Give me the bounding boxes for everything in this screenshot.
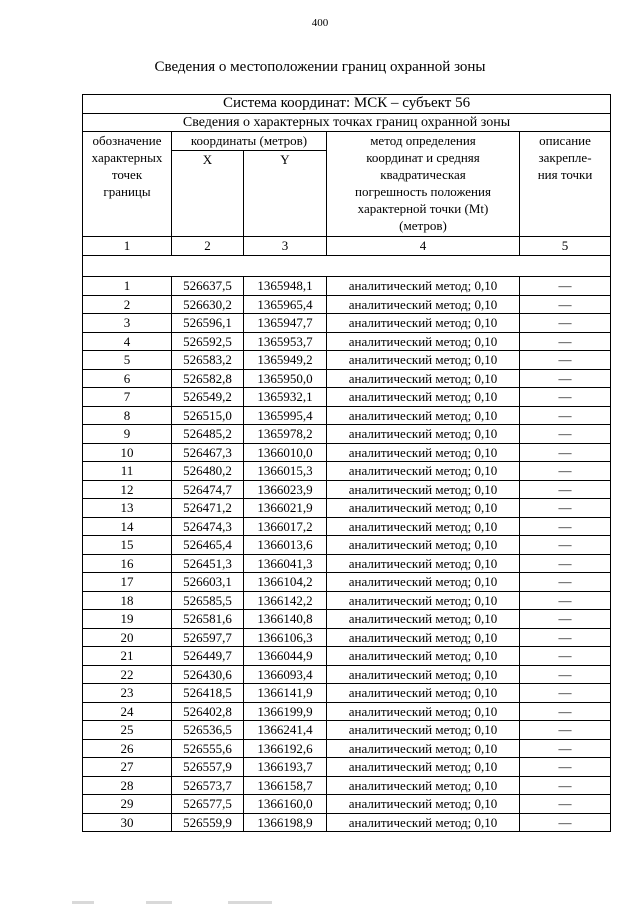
description-cell: — [520, 665, 611, 684]
method-cell: аналитический метод; 0,10 [327, 776, 520, 795]
y-coordinate-cell: 1366241,4 [244, 721, 327, 740]
table-row [83, 813, 611, 832]
description-cell: — [520, 591, 611, 610]
description-cell: — [520, 388, 611, 407]
y-coordinate-cell: 1366010,0 [244, 443, 327, 462]
method-cell: аналитический метод; 0,10 [327, 813, 520, 832]
point-number-cell: 6 [83, 369, 172, 388]
point-number-cell: 10 [83, 443, 172, 462]
description-cell: — [520, 499, 611, 518]
y-coordinate-cell: 1366199,9 [244, 702, 327, 721]
point-number-cell: 16 [83, 554, 172, 573]
table-row [83, 517, 611, 536]
section-title-cell: Сведения о характерных точках границ охранной зоны [83, 114, 611, 132]
point-number-cell: 28 [83, 776, 172, 795]
table-row [83, 739, 611, 758]
table-row [83, 721, 611, 740]
x-coordinate-cell: 526418,5 [172, 684, 244, 703]
x-coordinate-cell: 526515,0 [172, 406, 244, 425]
table-row [83, 554, 611, 573]
x-coordinate-cell: 526471,2 [172, 499, 244, 518]
method-cell: аналитический метод; 0,10 [327, 295, 520, 314]
description-cell: — [520, 351, 611, 370]
x-coordinate-cell: 526451,3 [172, 554, 244, 573]
column-number: 1 [83, 237, 172, 256]
description-cell: — [520, 739, 611, 758]
point-number-cell: 1 [83, 277, 172, 296]
y-coordinate-cell: 1366141,9 [244, 684, 327, 703]
header-description-line: закрепле- [538, 150, 592, 165]
blank-separator-row [83, 256, 611, 277]
table-row [83, 332, 611, 351]
description-cell: — [520, 462, 611, 481]
column-number: 3 [244, 237, 327, 256]
point-number-cell: 11 [83, 462, 172, 481]
x-coordinate-cell: 526559,9 [172, 813, 244, 832]
header-x-cell: X [172, 151, 244, 237]
method-cell: аналитический метод; 0,10 [327, 721, 520, 740]
header-method-line: квадратическая [380, 167, 466, 182]
header-method-line: метод определения [370, 133, 476, 148]
table-row [83, 480, 611, 499]
column-number: 5 [520, 237, 611, 256]
description-cell: — [520, 369, 611, 388]
section-title-row [83, 114, 611, 132]
method-cell: аналитический метод; 0,10 [327, 573, 520, 592]
column-numbers-row [83, 237, 611, 256]
column-number: 4 [327, 237, 520, 256]
method-cell: аналитический метод; 0,10 [327, 443, 520, 462]
y-coordinate-cell: 1365995,4 [244, 406, 327, 425]
header-point-line: границы [103, 184, 151, 199]
y-coordinate-cell: 1365949,2 [244, 351, 327, 370]
method-cell: аналитический метод; 0,10 [327, 758, 520, 777]
point-number-cell: 29 [83, 795, 172, 814]
x-coordinate-cell: 526573,7 [172, 776, 244, 795]
table-row [83, 776, 611, 795]
method-cell: аналитический метод; 0,10 [327, 610, 520, 629]
point-number-cell: 24 [83, 702, 172, 721]
point-number-cell: 2 [83, 295, 172, 314]
header-method-line: характерной точки (Mt) [357, 201, 489, 216]
method-cell: аналитический метод; 0,10 [327, 647, 520, 666]
table-row [83, 684, 611, 703]
table-row [83, 591, 611, 610]
table-row [83, 499, 611, 518]
header-description-line: ния точки [537, 167, 593, 182]
column-number: 2 [172, 237, 244, 256]
header-method-line: координат и средняя [366, 150, 480, 165]
x-coordinate-cell: 526465,4 [172, 536, 244, 555]
description-cell: — [520, 425, 611, 444]
description-cell: — [520, 628, 611, 647]
x-coordinate-cell: 526402,8 [172, 702, 244, 721]
table-row [83, 314, 611, 333]
method-cell: аналитический метод; 0,10 [327, 480, 520, 499]
x-coordinate-cell: 526592,5 [172, 332, 244, 351]
method-cell: аналитический метод; 0,10 [327, 351, 520, 370]
method-cell: аналитический метод; 0,10 [327, 591, 520, 610]
point-number-cell: 9 [83, 425, 172, 444]
coordinate-system-row [83, 95, 611, 114]
x-coordinate-cell: 526549,2 [172, 388, 244, 407]
method-cell: аналитический метод; 0,10 [327, 388, 520, 407]
point-number-cell: 27 [83, 758, 172, 777]
header-method-line: (метров) [399, 218, 447, 233]
x-coordinate-cell: 526557,9 [172, 758, 244, 777]
table-row [83, 628, 611, 647]
description-cell: — [520, 480, 611, 499]
blank-separator-cell [83, 256, 611, 277]
document-title: Сведения о местоположении границ охранной зоны [154, 59, 486, 75]
y-coordinate-cell: 1366013,6 [244, 536, 327, 555]
method-cell: аналитический метод; 0,10 [327, 406, 520, 425]
method-cell: аналитический метод; 0,10 [327, 684, 520, 703]
x-coordinate-cell: 526582,8 [172, 369, 244, 388]
y-coordinate-cell: 1365965,4 [244, 295, 327, 314]
header-y-cell: Y [244, 151, 327, 237]
x-coordinate-cell: 526430,6 [172, 665, 244, 684]
description-cell: — [520, 573, 611, 592]
method-cell: аналитический метод; 0,10 [327, 665, 520, 684]
header-point-line: обозначение [92, 133, 162, 148]
y-coordinate-cell: 1366015,3 [244, 462, 327, 481]
method-cell: аналитический метод; 0,10 [327, 536, 520, 555]
table-row [83, 573, 611, 592]
header-point-line: точек [111, 167, 143, 182]
y-coordinate-cell: 1366160,0 [244, 795, 327, 814]
table-row [83, 351, 611, 370]
method-cell: аналитический метод; 0,10 [327, 795, 520, 814]
y-coordinate-cell: 1366106,3 [244, 628, 327, 647]
point-number-cell: 13 [83, 499, 172, 518]
x-coordinate-cell: 526585,5 [172, 591, 244, 610]
point-number-cell: 18 [83, 591, 172, 610]
y-coordinate-cell: 1366142,2 [244, 591, 327, 610]
x-coordinate-cell: 526474,3 [172, 517, 244, 536]
table-row [83, 536, 611, 555]
description-cell: — [520, 554, 611, 573]
description-cell: — [520, 776, 611, 795]
point-number-cell: 25 [83, 721, 172, 740]
coordinate-system-cell: Система координат: МСК – субъект 56 [83, 95, 611, 114]
method-cell: аналитический метод; 0,10 [327, 462, 520, 481]
header-row [83, 132, 611, 151]
page-number: 400 [311, 17, 329, 29]
point-number-cell: 3 [83, 314, 172, 333]
description-cell: — [520, 517, 611, 536]
x-coordinate-cell: 526480,2 [172, 462, 244, 481]
point-number-cell: 21 [83, 647, 172, 666]
y-coordinate-cell: 1366044,9 [244, 647, 327, 666]
y-coordinate-cell: 1366192,6 [244, 739, 327, 758]
point-number-cell: 20 [83, 628, 172, 647]
x-coordinate-cell: 526603,1 [172, 573, 244, 592]
point-number-cell: 8 [83, 406, 172, 425]
footer-scan-marks [72, 899, 332, 905]
point-number-cell: 22 [83, 665, 172, 684]
description-cell: — [520, 332, 611, 351]
table-row [83, 406, 611, 425]
y-coordinate-cell: 1366158,7 [244, 776, 327, 795]
y-coordinate-cell: 1366021,9 [244, 499, 327, 518]
x-coordinate-cell: 526637,5 [172, 277, 244, 296]
y-coordinate-cell: 1366017,2 [244, 517, 327, 536]
x-coordinate-cell: 526581,6 [172, 610, 244, 629]
description-cell: — [520, 536, 611, 555]
x-coordinate-cell: 526596,1 [172, 314, 244, 333]
x-coordinate-cell: 526449,7 [172, 647, 244, 666]
header-point-cell [83, 132, 172, 237]
method-cell: аналитический метод; 0,10 [327, 702, 520, 721]
method-cell: аналитический метод; 0,10 [327, 369, 520, 388]
table-row [83, 388, 611, 407]
table-row [83, 647, 611, 666]
point-number-cell: 19 [83, 610, 172, 629]
description-cell: — [520, 647, 611, 666]
y-coordinate-cell: 1366193,7 [244, 758, 327, 777]
x-coordinate-cell: 526577,5 [172, 795, 244, 814]
y-coordinate-cell: 1365978,2 [244, 425, 327, 444]
y-coordinate-cell: 1366023,9 [244, 480, 327, 499]
description-cell: — [520, 758, 611, 777]
point-number-cell: 23 [83, 684, 172, 703]
description-cell: — [520, 443, 611, 462]
point-number-cell: 30 [83, 813, 172, 832]
y-coordinate-cell: 1366041,3 [244, 554, 327, 573]
y-coordinate-cell: 1365932,1 [244, 388, 327, 407]
boundary-points-table [82, 94, 611, 832]
table-row [83, 425, 611, 444]
y-coordinate-cell: 1365947,7 [244, 314, 327, 333]
point-number-cell: 12 [83, 480, 172, 499]
point-number-cell: 5 [83, 351, 172, 370]
header-description-line: описание [539, 133, 591, 148]
header-point-line: характерных [91, 150, 163, 165]
y-coordinate-cell: 1365953,7 [244, 332, 327, 351]
method-cell: аналитический метод; 0,10 [327, 554, 520, 573]
table-row [83, 758, 611, 777]
point-number-cell: 26 [83, 739, 172, 758]
description-cell: — [520, 721, 611, 740]
table-row [83, 702, 611, 721]
description-cell: — [520, 702, 611, 721]
method-cell: аналитический метод; 0,10 [327, 628, 520, 647]
point-number-cell: 7 [83, 388, 172, 407]
y-coordinate-cell: 1365950,0 [244, 369, 327, 388]
table-row [83, 610, 611, 629]
header-coords-cell: координаты (метров) [172, 132, 327, 151]
x-coordinate-cell: 526630,2 [172, 295, 244, 314]
table-row [83, 295, 611, 314]
description-cell: — [520, 795, 611, 814]
point-number-cell: 15 [83, 536, 172, 555]
y-coordinate-cell: 1366104,2 [244, 573, 327, 592]
table-row [83, 665, 611, 684]
description-cell: — [520, 314, 611, 333]
description-cell: — [520, 813, 611, 832]
header-method-cell [327, 132, 520, 237]
x-coordinate-cell: 526583,2 [172, 351, 244, 370]
y-coordinate-cell: 1366198,9 [244, 813, 327, 832]
header-description-cell [520, 132, 611, 237]
table-row [83, 277, 611, 296]
method-cell: аналитический метод; 0,10 [327, 277, 520, 296]
x-coordinate-cell: 526474,7 [172, 480, 244, 499]
description-cell: — [520, 610, 611, 629]
point-number-cell: 14 [83, 517, 172, 536]
y-coordinate-cell: 1366140,8 [244, 610, 327, 629]
table-row [83, 795, 611, 814]
x-coordinate-cell: 526555,6 [172, 739, 244, 758]
method-cell: аналитический метод; 0,10 [327, 517, 520, 536]
method-cell: аналитический метод; 0,10 [327, 425, 520, 444]
y-coordinate-cell: 1366093,4 [244, 665, 327, 684]
header-method-line: погрешность положения [355, 184, 491, 199]
method-cell: аналитический метод; 0,10 [327, 499, 520, 518]
method-cell: аналитический метод; 0,10 [327, 739, 520, 758]
x-coordinate-cell: 526536,5 [172, 721, 244, 740]
x-coordinate-cell: 526597,7 [172, 628, 244, 647]
point-number-cell: 4 [83, 332, 172, 351]
method-cell: аналитический метод; 0,10 [327, 314, 520, 333]
description-cell: — [520, 277, 611, 296]
y-coordinate-cell: 1365948,1 [244, 277, 327, 296]
x-coordinate-cell: 526467,3 [172, 443, 244, 462]
x-coordinate-cell: 526485,2 [172, 425, 244, 444]
description-cell: — [520, 684, 611, 703]
point-number-cell: 17 [83, 573, 172, 592]
description-cell: — [520, 295, 611, 314]
method-cell: аналитический метод; 0,10 [327, 332, 520, 351]
table-row [83, 462, 611, 481]
table-row [83, 443, 611, 462]
table-row [83, 369, 611, 388]
description-cell: — [520, 406, 611, 425]
